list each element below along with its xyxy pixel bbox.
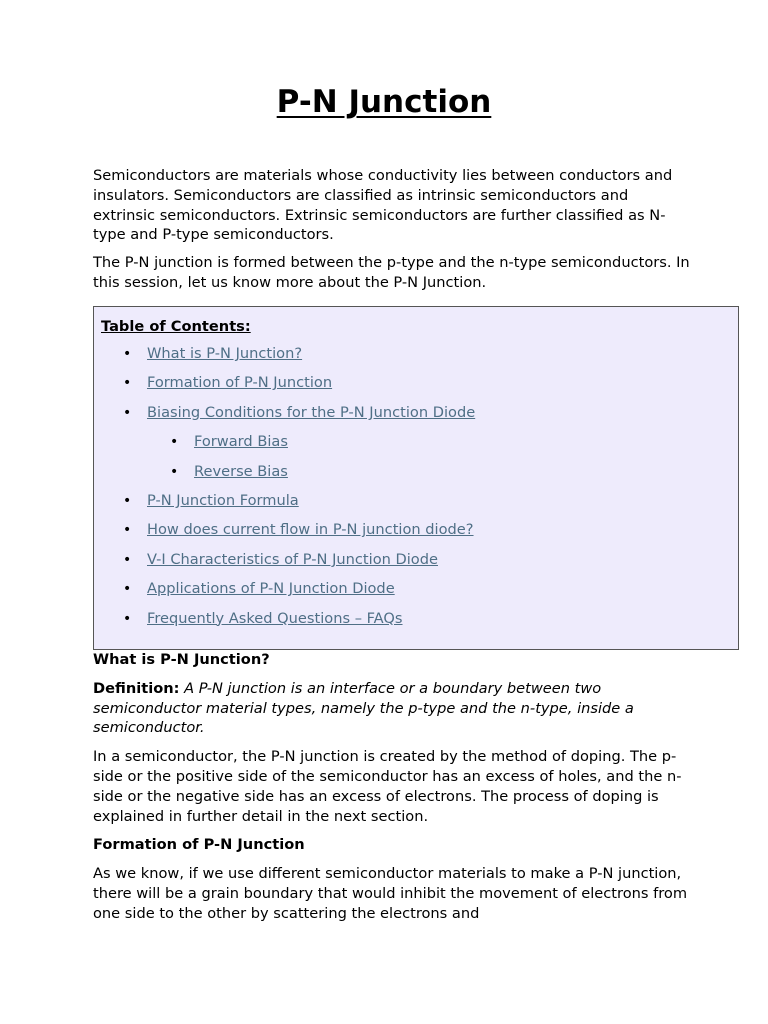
toc-link-what-is-pn-junction[interactable]: What is P-N Junction? [147,345,303,362]
toc-item [94,520,475,549]
toc-link-formation[interactable]: Formation of P-N Junction [147,374,333,392]
definition-paragraph [93,679,693,738]
toc-subitem [94,462,475,491]
toc-heading: Table of Contents: [101,318,251,335]
toc-link-current-flow[interactable]: How does current flow in P-N junction diode? [147,521,474,539]
toc-item [94,373,475,402]
definition-label: Definition: [93,679,180,697]
page-title: P-N Junction [276,84,492,120]
intro-paragraph: The P-N junction is formed between the p-type and the n-type semiconductors. In this session, let us know more about the P-N Junction. [93,254,690,291]
toc-link-faqs[interactable]: Frequently Asked Questions – FAQs [147,609,403,627]
definition-text: A P-N junction is an interface or a boundary between two semiconductor material types, namely the p-type and the n-type, inside a semiconductor. [93,679,634,737]
toc-item [94,609,475,638]
toc-item [94,491,475,520]
toc-item [94,579,475,608]
toc-link-vi-characteristics[interactable]: V-I Characteristics of P-N Junction Diode [147,550,438,568]
toc-link-biasing-conditions[interactable]: Biasing Conditions for the P-N Junction Diode [147,403,476,421]
toc-item [94,550,475,579]
toc-link-forward-bias[interactable]: Forward Bias [194,433,288,451]
main-content [93,650,693,933]
toc-link-reverse-bias[interactable]: Reverse Bias [194,462,288,480]
toc-list [94,344,475,638]
intro-paragraph: Semiconductors are materials whose conductivity lies between conductors and insulators. Semiconductors are classified as intrinsic semiconductors and extrinsic semiconductors. Extrinsic semiconductors are further classified as N-type and P-type semiconductors. [93,167,673,244]
toc-item [94,403,475,432]
body-paragraph: As we know, if we use different semiconductor materials to make a P-N junction, there will be a grain boundary that would inhibit the movement of electrons from one side to the other by scattering the electrons and [93,865,688,922]
body-paragraph: In a semiconductor, the P-N junction is created by the method of doping. The p-side or the positive side of the semiconductor has an excess of holes, and the n-side or the negative side has an excess of electrons. The process of doping is explained in further detail in the next section. [93,748,682,825]
intro-section [93,166,693,301]
toc-link-applications[interactable]: Applications of P-N Junction Diode [147,580,395,598]
toc-subitem [94,432,475,461]
section-heading: Formation of P-N Junction [93,836,305,854]
toc-item [94,344,475,373]
toc-link-formula[interactable]: P-N Junction Formula [147,491,299,509]
table-of-contents [93,306,739,650]
section-heading: What is P-N Junction? [93,651,270,668]
